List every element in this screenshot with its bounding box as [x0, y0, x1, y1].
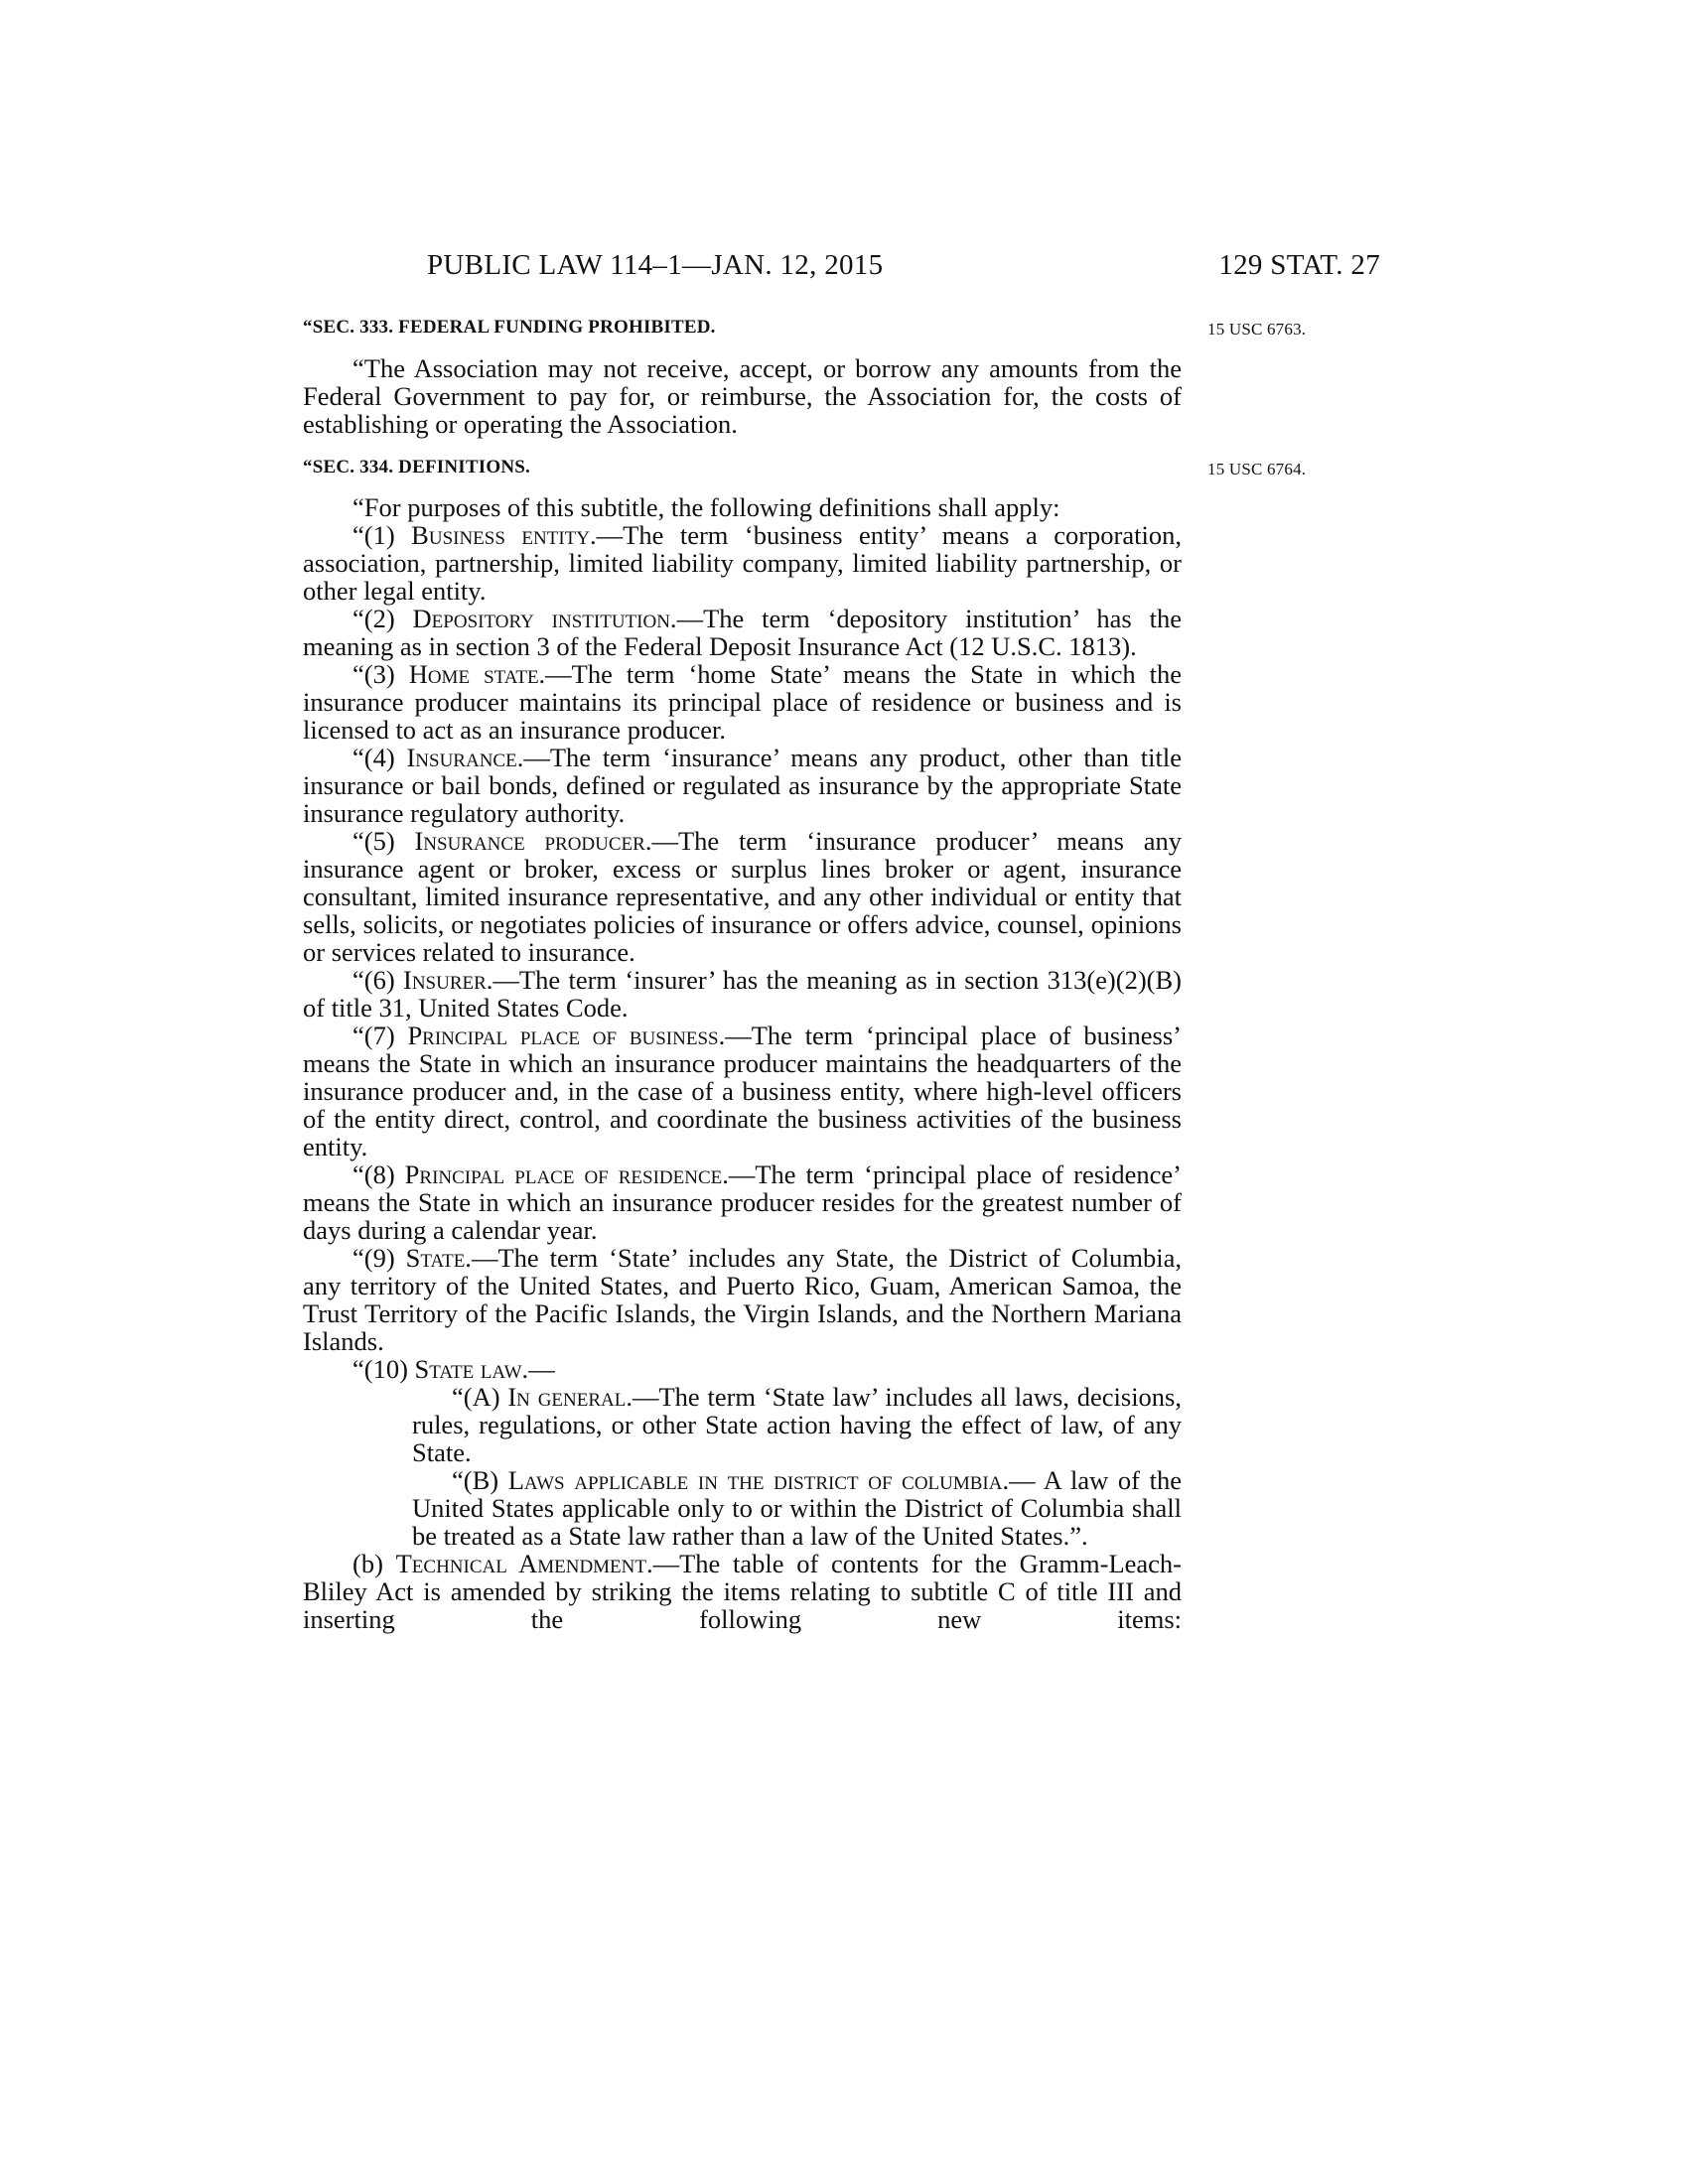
section-333-heading	[303, 314, 1307, 341]
definition-item	[303, 521, 1182, 605]
subdefinition-item	[303, 1383, 1182, 1466]
subdefinition-item	[303, 1466, 1182, 1550]
subdefinition-number: “(B)	[452, 1465, 508, 1495]
definition-item	[303, 827, 1182, 966]
definition-text: —The term ‘State’ includes any State, the District of Columbia, any territory of the United States, and Puerto Rico, Guam, American Samoa, the Trust Territory of the Pacific Islands, the Virgin Islands, and the Northern Mariana Islands.	[303, 1243, 1182, 1356]
definition-number: “(6)	[352, 965, 403, 995]
section-334-title: “SEC. 334. DEFINITIONS.	[303, 457, 530, 478]
definition-text: —The term ‘insurance producer’ means any insurance agent or broker, excess or surplus lines broker or agent, insurance consultant, limited insurance representative, and any other individual or entity that sells, solicits, or negotiates policies of insurance or offers advice, counsel, opinions or services related to insurance.	[303, 826, 1182, 967]
stat-page-number: 129 STAT. 27	[1218, 249, 1380, 281]
definition-term: State.	[405, 1243, 472, 1273]
subdefinition-term: Laws applicable in the district of columbia.	[507, 1465, 1010, 1495]
definition-item	[303, 1022, 1182, 1160]
definition-text: —	[528, 1354, 555, 1384]
definition-item	[303, 966, 1182, 1022]
definition-number: “(3)	[352, 659, 409, 689]
definition-text: —The term ‘business entity’ means a corporation, association, partnership, limited liability company, limited liability partnership, or other legal entity.	[303, 520, 1182, 606]
running-title: PUBLIC LAW 114–1—JAN. 12, 2015	[427, 249, 884, 281]
subdefinition-term: In general.	[507, 1382, 633, 1412]
technical-amendment	[303, 1550, 1182, 1633]
definition-number: “(1)	[352, 520, 412, 550]
definition-number: “(4)	[352, 743, 407, 772]
definition-term: Insurance producer.	[414, 826, 652, 856]
definition-number: “(10)	[352, 1354, 415, 1384]
definition-item	[303, 605, 1182, 660]
definition-term: Depository institution.	[412, 604, 677, 633]
definition-number: “(8)	[352, 1160, 405, 1189]
amendment-term: Technical Amendment.	[395, 1549, 653, 1578]
section-333-text: “The Association may not receive, accept, or borrow any amounts from the Federal Government to pay for, or reimburse, the Association for, the costs of establishing or operating the Association.	[303, 353, 1182, 439]
running-header	[298, 245, 1380, 285]
subdefinition-text: — A law of the United States applicable only to or within the District of Columbia shall be treated as a State law rather than a law of the United States.”.	[412, 1465, 1182, 1551]
definition-item	[303, 1160, 1182, 1244]
section-334-margin-note: 15 USC 6764.	[1207, 460, 1307, 478]
definition-term: Home state.	[408, 659, 546, 689]
definitions-list	[303, 521, 1182, 1550]
definition-text: —The term ‘insurance’ means any product, other than title insurance or bail bonds, defined or regulated as insurance by the appropriate State insurance regulatory authority.	[303, 743, 1182, 828]
definition-text: —The term ‘depository institution’ has the meaning as in section 3 of the Federal Deposit Insurance Act (12 U.S.C. 1813).	[303, 604, 1182, 661]
definition-term: Business entity.	[411, 520, 597, 550]
definition-term: Insurance.	[406, 743, 524, 772]
section-333-title: “SEC. 333. FEDERAL FUNDING PROHIBITED.	[303, 317, 716, 338]
amendment-text: —The table of contents for the Gramm-Leach-Bliley Act is amended by striking the items relating to subtitle C of title III and inserting the following new items:	[303, 1549, 1183, 1634]
section-333-margin-note: 15 USC 6763.	[1207, 320, 1307, 339]
definition-item	[303, 744, 1182, 827]
definition-number: “(5)	[352, 826, 415, 856]
definition-number: “(7)	[352, 1021, 408, 1050]
definition-text: —The term ‘home State’ means the State in which the insurance producer maintains its principal place of residence or business and is licensed to act as an insurance producer.	[303, 659, 1182, 745]
definition-text: —The term ‘principal place of business’ means the State in which an insurance producer maintains the headquarters of the insurance producer and, in the case of a business entity, where high-level officers of the entity direct, control, and coordinate the business activities of the business entity.	[303, 1021, 1182, 1161]
definition-text: —The term ‘principal place of residence’ means the State in which an insurance producer resides for the greatest number of days during a calendar year.	[303, 1160, 1182, 1245]
definition-number: “(2)	[352, 604, 413, 633]
subdefinition-number: “(A)	[452, 1382, 508, 1412]
section-334-intro: “For purposes of this subtitle, the following definitions shall apply:	[352, 492, 1060, 522]
subdefinition-text: —The term ‘State law’ includes all laws, decisions, rules, regulations, or other State action having the effect of law, of any State.	[412, 1382, 1182, 1467]
definition-item	[303, 660, 1182, 744]
definition-term: State law.	[414, 1354, 529, 1384]
definition-item	[303, 1244, 1182, 1355]
definition-text: —The term ‘insurer’ has the meaning as in section 313(e)(2)(B) of title 31, United States Code.	[303, 965, 1182, 1023]
amendment-number: (b)	[352, 1549, 396, 1578]
definition-item	[303, 1355, 1182, 1383]
page-body	[303, 310, 1307, 1634]
section-334-heading	[303, 454, 1307, 481]
definition-term: Insurer.	[403, 965, 493, 995]
definition-term: Principal place of residence.	[404, 1160, 729, 1189]
definition-number: “(9)	[352, 1243, 406, 1273]
definition-term: Principal place of business.	[407, 1021, 726, 1050]
